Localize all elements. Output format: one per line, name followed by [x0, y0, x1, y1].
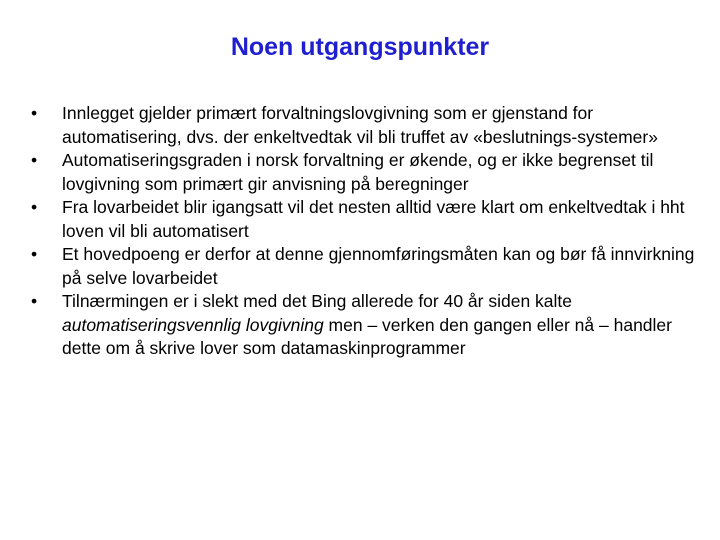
bullet-item: [30, 196, 702, 243]
bullet-text: Et hovedpoeng er derfor at denne gjennomføringsmåten kan og bør få innvirkning på selve lovarbeidet: [62, 244, 695, 288]
bullet-text: Automatiseringsgraden i norsk forvaltning er økende, og er ikke begrenset til lovgivning som primært gir anvisning på beregninger: [62, 150, 654, 194]
bullet-marker-icon: •: [31, 150, 38, 170]
bullet-list: [30, 102, 702, 361]
bullet-item: [30, 290, 702, 361]
bullet-text: Innlegget gjelder primært forvaltningslovgivning som er gjenstand for automatisering, dvs. der enkeltvedtak vil bli truffet av «beslutnings-systemer»: [62, 103, 658, 147]
bullet-marker-icon: •: [31, 291, 38, 311]
bullet-item: [30, 243, 702, 290]
bullet-item: [30, 102, 702, 149]
bullet-text-part: men – verken den gangen eller nå – handler dette om å skrive lover som datamaskinprogrammer: [62, 314, 672, 358]
bullet-marker-icon: •: [31, 244, 38, 264]
bullet-text-part: Tilnærmingen er i slekt med det Bing allerede for 40 år siden kalte: [62, 291, 573, 311]
bullet-text: Fra lovarbeidet blir igangsatt vil det nesten alltid være klart om enkeltvedtak i hht loven vil bli automatisert: [62, 197, 685, 241]
bullet-marker-icon: •: [31, 197, 38, 217]
bullet-item: [30, 149, 702, 196]
bullet-text: [62, 291, 672, 358]
bullet-text-italic: automatiseringsvennlig lovgivning: [62, 314, 324, 335]
slide-title: Noen utgangspunkter: [230, 33, 490, 61]
bullet-marker-icon: •: [31, 103, 38, 123]
